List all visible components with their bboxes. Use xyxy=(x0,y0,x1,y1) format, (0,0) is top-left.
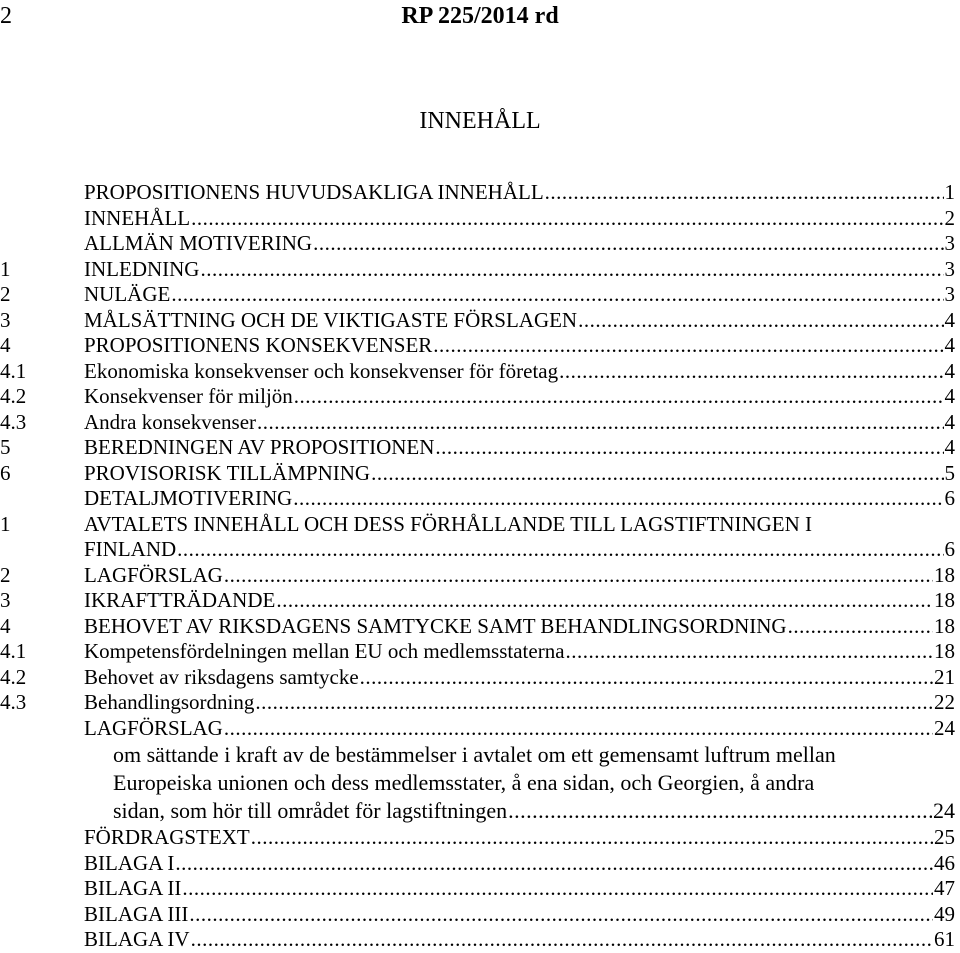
toc-dot-leader xyxy=(433,333,943,359)
toc-entry-title: sidan, som hör till området för lagstiftningen xyxy=(113,798,508,823)
toc-entry-title: FÖRDRAGSTEXT xyxy=(84,825,250,849)
toc-entry[interactable] xyxy=(0,512,955,538)
toc-entry-page: 6 xyxy=(944,537,955,561)
toc-entry-title: INNEHÅLL xyxy=(84,205,191,230)
toc-entry-title: BILAGA IV xyxy=(84,927,190,951)
toc-entry-page: 4 xyxy=(944,358,955,383)
toc-entry[interactable] xyxy=(0,308,955,334)
toc-dot-leader xyxy=(508,797,932,825)
toc-entry-title: Andra konsekvenser xyxy=(84,409,257,434)
toc-entry[interactable] xyxy=(0,741,955,769)
toc-entry-title: BILAGA III xyxy=(84,901,189,926)
toc-entry[interactable] xyxy=(0,797,955,825)
toc-entry-number: 4.1 xyxy=(0,639,27,663)
toc-entry-number: 4.1 xyxy=(0,358,27,383)
toc-entry-page: 4 xyxy=(944,333,955,357)
toc-entry-page: 18 xyxy=(934,639,955,663)
toc-entry[interactable] xyxy=(0,206,955,232)
toc-entry-page: 3 xyxy=(944,256,955,281)
toc-entry-page: 5 xyxy=(944,460,955,485)
toc-entry-page: 47 xyxy=(934,876,955,900)
toc-dot-leader xyxy=(189,902,933,928)
toc-entry[interactable] xyxy=(0,665,955,691)
toc-entry-title: Ekonomiska konsekvenser och konsekvenser för företag xyxy=(84,358,559,383)
toc-dot-leader xyxy=(191,206,943,232)
toc-entry[interactable] xyxy=(0,927,955,953)
toc-entry-number: 4 xyxy=(0,613,11,638)
toc-entry-page: 25 xyxy=(934,825,955,849)
toc-dot-leader xyxy=(294,384,944,410)
toc-entry-title: INLEDNING xyxy=(84,256,200,281)
toc-entry[interactable] xyxy=(0,410,955,436)
toc-entry-title: PROPOSITIONENS KONSEKVENSER xyxy=(84,333,433,357)
toc-entry[interactable] xyxy=(0,614,955,640)
toc-entry[interactable] xyxy=(0,231,955,257)
toc-entry-title: FINLAND xyxy=(84,537,177,561)
toc-entry[interactable] xyxy=(0,257,955,283)
toc-entry[interactable] xyxy=(0,435,955,461)
toc-entry-title: Europeiska unionen och dess medlemsstater, å ena sidan, och Georgien, å andra xyxy=(113,770,815,795)
toc-entry-page: 18 xyxy=(934,613,955,638)
toc-entry-number: 3 xyxy=(0,588,11,612)
toc-entry-page: 4 xyxy=(944,409,955,434)
toc-entry-page: 49 xyxy=(934,901,955,926)
toc-entry-title: DETALJMOTIVERING xyxy=(84,486,293,510)
toc-entry[interactable] xyxy=(0,876,955,902)
toc-entry-title: Behovet av riksdagens samtycke xyxy=(84,664,359,689)
toc-entry[interactable] xyxy=(0,563,955,589)
toc-entry[interactable] xyxy=(0,716,955,742)
toc-entry-page: 18 xyxy=(934,562,955,587)
toc-entry-page: 3 xyxy=(944,231,955,255)
toc-entry[interactable] xyxy=(0,902,955,928)
toc-entry-title: BILAGA I xyxy=(84,850,175,875)
toc-entry-page: 61 xyxy=(934,927,955,951)
toc-dot-leader xyxy=(435,435,943,461)
toc-dot-leader xyxy=(788,614,933,640)
toc-entry-title: Behandlingsordning xyxy=(84,690,255,714)
toc-entry-number: 4.3 xyxy=(0,690,27,714)
table-of-contents xyxy=(0,180,955,953)
toc-entry-number: 4.2 xyxy=(0,384,27,408)
toc-entry-number: 2 xyxy=(0,282,11,306)
toc-dot-leader xyxy=(559,359,943,385)
toc-entry[interactable] xyxy=(0,333,955,359)
toc-entry[interactable] xyxy=(0,384,955,410)
toc-entry-title: AVTALETS INNEHÅLL OCH DESS FÖRHÅLLANDE TILL LAGSTIFTNINGEN I xyxy=(84,511,813,536)
toc-entry-title: LAGFÖRSLAG xyxy=(84,715,223,740)
toc-entry-page: 18 xyxy=(934,588,955,612)
toc-entry[interactable] xyxy=(0,825,955,851)
toc-dot-leader xyxy=(360,665,933,691)
toc-dot-leader xyxy=(578,308,943,334)
toc-entry-page: 22 xyxy=(934,690,955,714)
toc-entry[interactable] xyxy=(0,486,955,512)
toc-entry-page: 24 xyxy=(933,798,955,823)
toc-dot-leader xyxy=(175,851,933,877)
toc-entry-title: NULÄGE xyxy=(84,282,171,306)
toc-entry-title: om sättande i kraft av de bestämmelser i avtalet om ett gemensamt luftrum mellan xyxy=(113,742,836,767)
toc-entry-title: IKRAFTTRÄDANDE xyxy=(84,588,276,612)
toc-entry[interactable] xyxy=(0,690,955,716)
toc-dot-leader xyxy=(276,588,933,614)
toc-dot-leader xyxy=(293,486,943,512)
toc-entry-page: 4 xyxy=(944,435,955,459)
toc-entry-number: 4 xyxy=(0,333,11,357)
toc-entry[interactable] xyxy=(0,851,955,877)
toc-entry-page: 46 xyxy=(934,850,955,875)
toc-entry-number: 1 xyxy=(0,511,11,536)
toc-entry[interactable] xyxy=(0,769,955,797)
toc-entry-page: 6 xyxy=(944,486,955,510)
toc-entry-page: 3 xyxy=(944,282,955,306)
toc-entry[interactable] xyxy=(0,461,955,487)
toc-entry-title: PROPOSITIONENS HUVUDSAKLIGA INNEHÅLL xyxy=(84,180,544,204)
toc-entry[interactable] xyxy=(0,359,955,385)
toc-entry-title: LAGFÖRSLAG xyxy=(84,562,223,587)
page-number: 2 xyxy=(0,3,12,29)
toc-entry-number: 4.2 xyxy=(0,664,27,689)
toc-dot-leader xyxy=(224,563,933,589)
toc-entry-number: 4.3 xyxy=(0,409,27,434)
toc-entry-page: 2 xyxy=(944,205,955,230)
toc-entry-number: 1 xyxy=(0,256,11,281)
toc-entry[interactable] xyxy=(0,588,955,614)
toc-entry[interactable] xyxy=(0,282,955,308)
toc-dot-leader xyxy=(251,825,933,851)
toc-entry-title: MÅLSÄTTNING OCH DE VIKTIGASTE FÖRSLAGEN xyxy=(84,307,578,332)
toc-dot-leader xyxy=(257,410,943,436)
toc-entry-title: ALLMÄN MOTIVERING xyxy=(84,231,313,255)
toc-dot-leader xyxy=(566,639,933,665)
toc-entry-title: Kompetensfördelningen mellan EU och medlemsstaterna xyxy=(84,639,565,663)
toc-dot-leader xyxy=(171,282,943,308)
toc-entry-title: BEHOVET AV RIKSDAGENS SAMTYCKE SAMT BEHANDLINGSORDNING xyxy=(84,613,787,638)
toc-dot-leader xyxy=(177,537,943,563)
toc-entry-number: 2 xyxy=(0,562,11,587)
toc-dot-leader xyxy=(545,180,944,206)
toc-entry[interactable] xyxy=(0,537,955,563)
toc-dot-leader xyxy=(191,927,933,953)
toc-entry-title: BILAGA II xyxy=(84,876,182,900)
toc-dot-leader xyxy=(182,876,933,902)
toc-entry-title: Konsekvenser för miljön xyxy=(84,384,293,408)
toc-entry-page: 4 xyxy=(944,307,955,332)
toc-entry-title: PROVISORISK TILLÄMPNING xyxy=(84,460,371,485)
toc-entry-page: 1 xyxy=(944,180,955,204)
toc-dot-leader xyxy=(371,461,943,487)
toc-entry-number: 3 xyxy=(0,307,11,332)
toc-entry[interactable] xyxy=(0,180,955,206)
toc-dot-leader xyxy=(200,257,943,283)
toc-entry-page: 21 xyxy=(934,664,955,689)
toc-entry-number: 5 xyxy=(0,435,11,459)
toc-entry-page: 4 xyxy=(944,384,955,408)
document-reference: RP 225/2014 rd xyxy=(401,3,559,29)
toc-entry-number: 6 xyxy=(0,460,11,485)
toc-entry-title: BEREDNINGEN AV PROPOSITIONEN xyxy=(84,435,435,459)
toc-dot-leader xyxy=(313,231,943,257)
toc-dot-leader xyxy=(255,690,933,716)
toc-heading: INNEHÅLL xyxy=(419,108,541,134)
toc-entry[interactable] xyxy=(0,639,955,665)
toc-dot-leader xyxy=(224,716,933,742)
toc-entry-page: 24 xyxy=(934,715,955,740)
